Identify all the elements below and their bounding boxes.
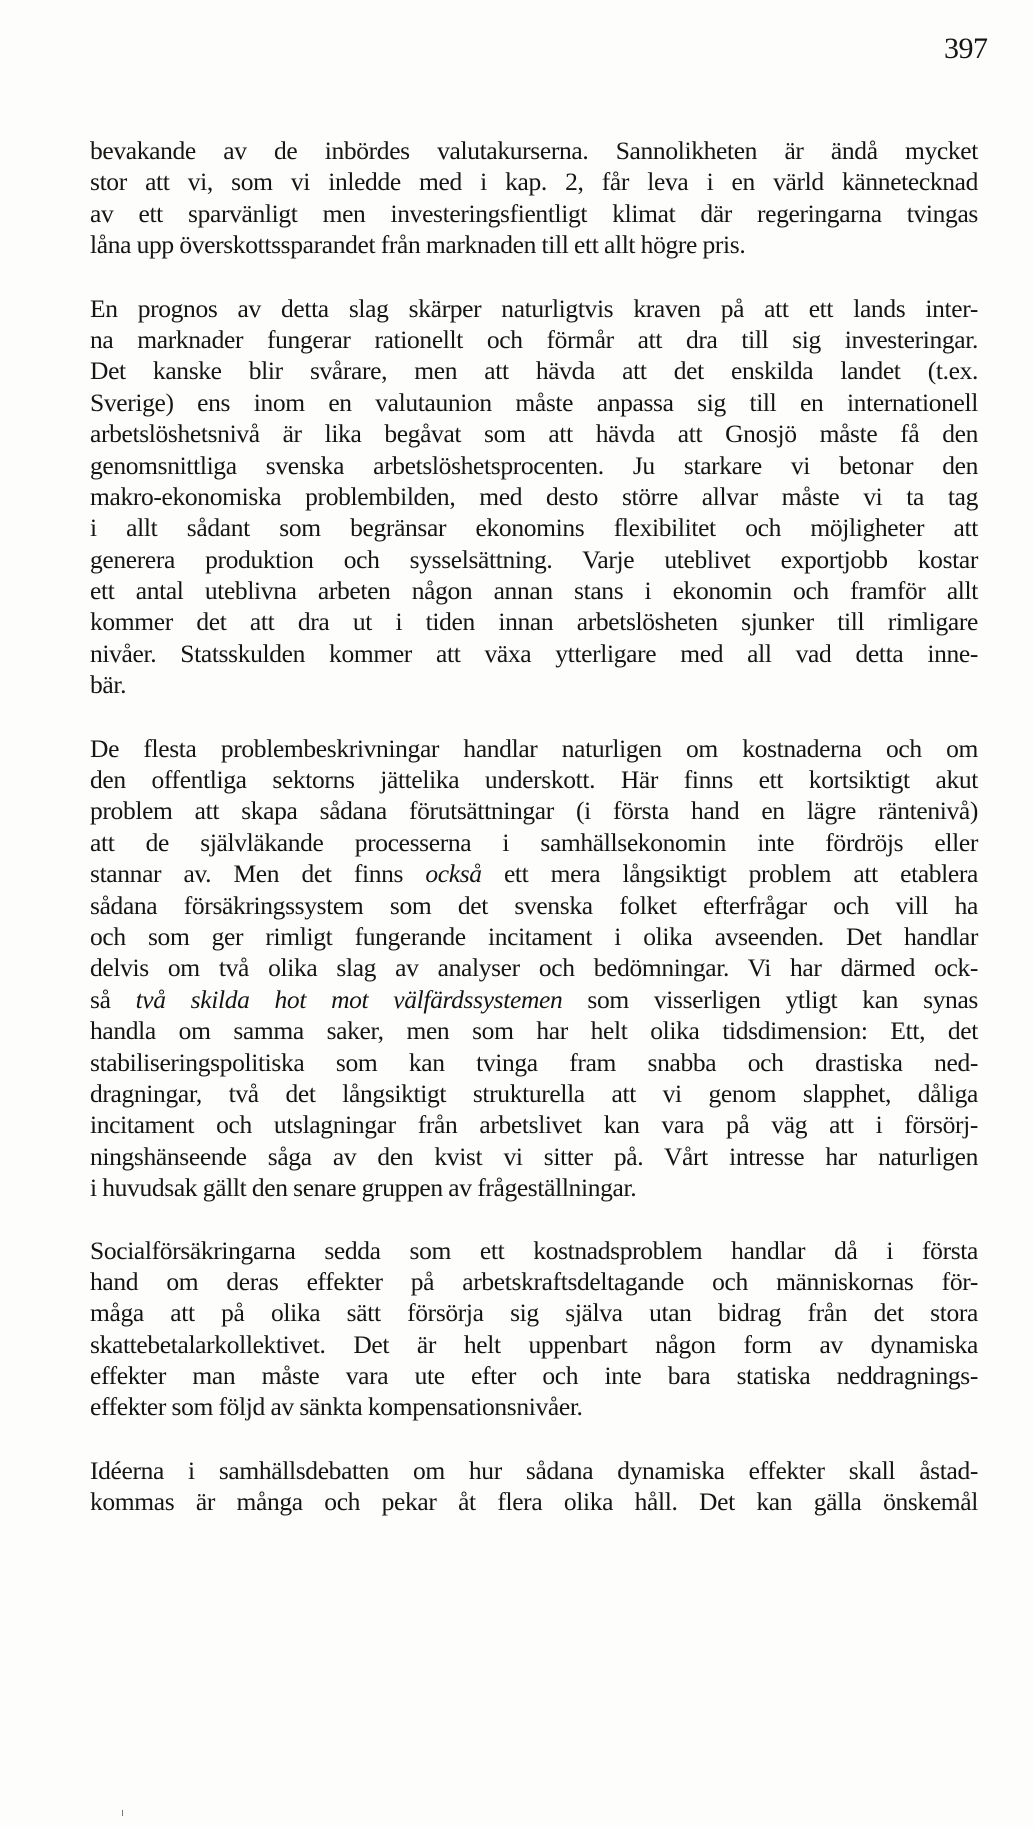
text-line: handla om samma saker, men som har helt olika tidsdimension: Ett, det bbox=[90, 1016, 978, 1046]
text-segment: så bbox=[90, 984, 136, 1014]
text-line: av ett sparvänligt men investeringsfientligt klimat där regeringarna tvingas bbox=[90, 198, 978, 228]
text-line: arbetslöshetsnivå är lika begåvat som att hävda att Gnosjö måste få den bbox=[90, 419, 978, 449]
text-line: effekter som följd av sänkta kompensationsnivåer. bbox=[90, 1392, 583, 1422]
emphasis-text: två skilda hot mot välfärdssystemen bbox=[135, 984, 563, 1014]
text-line: bevakande av de inbördes valutakurserna. Sannolikheten är ändå mycket bbox=[90, 136, 978, 165]
paragraph-4 bbox=[90, 1235, 978, 1423]
text-line: måga att på olika sätt försörja sig själva utan bidrag från det stora bbox=[90, 1298, 978, 1328]
body-text bbox=[90, 135, 978, 1518]
text-line: skattebetalarkollektivet. Det är helt uppenbart någon form av dynamiska bbox=[90, 1329, 978, 1359]
paragraph-5 bbox=[90, 1455, 978, 1518]
text-line: i huvudsak gällt den senare gruppen av frågeställningar. bbox=[90, 1173, 637, 1203]
text-line: De flesta problembeskrivningar handlar naturligen om kostnaderna och om bbox=[90, 733, 978, 763]
text-line: kommas är många och pekar åt flera olika håll. Det kan gälla önskemål bbox=[90, 1487, 978, 1517]
paragraph-1 bbox=[90, 135, 978, 261]
text-line: nivåer. Statsskulden kommer att växa ytterligare med all vad detta inne- bbox=[90, 638, 978, 668]
text-line: makro-ekonomiska problembilden, med desto större allvar måste vi ta tag bbox=[90, 481, 978, 511]
text-line: Socialförsäkringarna sedda som ett kostnadsproblem handlar då i första bbox=[90, 1235, 978, 1265]
text-line: kommer det att dra ut i tiden innan arbetslösheten sjunker till rimligare bbox=[90, 607, 978, 637]
text-line: Idéerna i samhällsdebatten om hur sådana dynamiska effekter skall åstad- bbox=[90, 1455, 978, 1485]
text-line: hand om deras effekter på arbetskraftsdeltagande och människornas för- bbox=[90, 1266, 978, 1296]
text-line: ett antal uteblivna arbeten någon annan stans i ekonomin och framför allt bbox=[90, 576, 978, 606]
text-line: bär. bbox=[90, 670, 127, 700]
text-segment: ett mera långsiktigt problem att etablera bbox=[481, 859, 978, 889]
text-line: den offentliga sektorns jättelika underskott. Här finns ett kortsiktigt akut bbox=[90, 765, 978, 795]
scan-artifact bbox=[122, 1810, 123, 1816]
paragraph-3 bbox=[90, 733, 978, 1204]
text-line: sådana försäkringssystem som det svenska folket efterfrågar och vill ha bbox=[90, 890, 978, 920]
text-line: stor att vi, som vi inledde med i kap. 2, får leva i en värld kännetecknad bbox=[90, 167, 978, 197]
text-line: ningshänseende såga av den kvist vi sitter på. Vårt intresse har naturligen bbox=[90, 1141, 978, 1171]
text-segment: stannar av. Men det finns bbox=[90, 859, 426, 889]
text-line: delvis om två olika slag av analyser och bedömningar. Vi har därmed ock- bbox=[90, 953, 978, 983]
paragraph-2 bbox=[90, 293, 978, 701]
text-line: genomsnittliga svenska arbetslöshetsprocenten. Ju starkare vi betonar den bbox=[90, 450, 978, 480]
text-line: dragningar, två det långsiktigt strukturella att vi genom slapphet, dåliga bbox=[90, 1078, 978, 1108]
text-line: Sverige) ens inom en valutaunion måste anpassa sig till en internationell bbox=[90, 387, 978, 417]
text-segment: som visserligen ytligt kan synas bbox=[562, 984, 978, 1014]
text-line: generera produktion och sysselsättning. Varje uteblivet exportjobb kostar bbox=[90, 544, 978, 574]
text-line-with-emphasis bbox=[90, 984, 978, 1015]
text-line: problem att skapa sådana förutsättningar (i första hand en lägre räntenivå) bbox=[90, 796, 978, 826]
text-line: och som ger rimligt fungerande incitament i olika avseenden. Det handlar bbox=[90, 921, 978, 951]
text-line: effekter man måste vara ute efter och inte bara statiska neddragnings- bbox=[90, 1361, 978, 1391]
text-line: incitament och utslagningar från arbetslivet kan vara på väg att i försörj- bbox=[90, 1110, 978, 1140]
text-line: na marknader fungerar rationellt och förmår att dra till sig investeringar. bbox=[90, 324, 978, 354]
text-line: låna upp överskottssparandet från marknaden till ett allt högre pris. bbox=[90, 230, 746, 260]
text-line: att de självläkande processerna i samhällsekonomin inte fördröjs eller bbox=[90, 827, 978, 857]
emphasis-text: också bbox=[425, 859, 482, 889]
text-line: stabiliseringspolitiska som kan tvinga fram snabba och drastiska ned- bbox=[90, 1047, 978, 1077]
text-line: En prognos av detta slag skärper naturligtvis kraven på att ett lands inter- bbox=[90, 293, 978, 323]
text-line: Det kanske blir svårare, men att hävda att det enskilda landet (t.ex. bbox=[90, 356, 978, 386]
text-line-with-emphasis bbox=[90, 858, 978, 889]
page-number: 397 bbox=[944, 32, 988, 65]
text-line: i allt sådant som begränsar ekonomins flexibilitet och möjligheter att bbox=[90, 513, 978, 543]
